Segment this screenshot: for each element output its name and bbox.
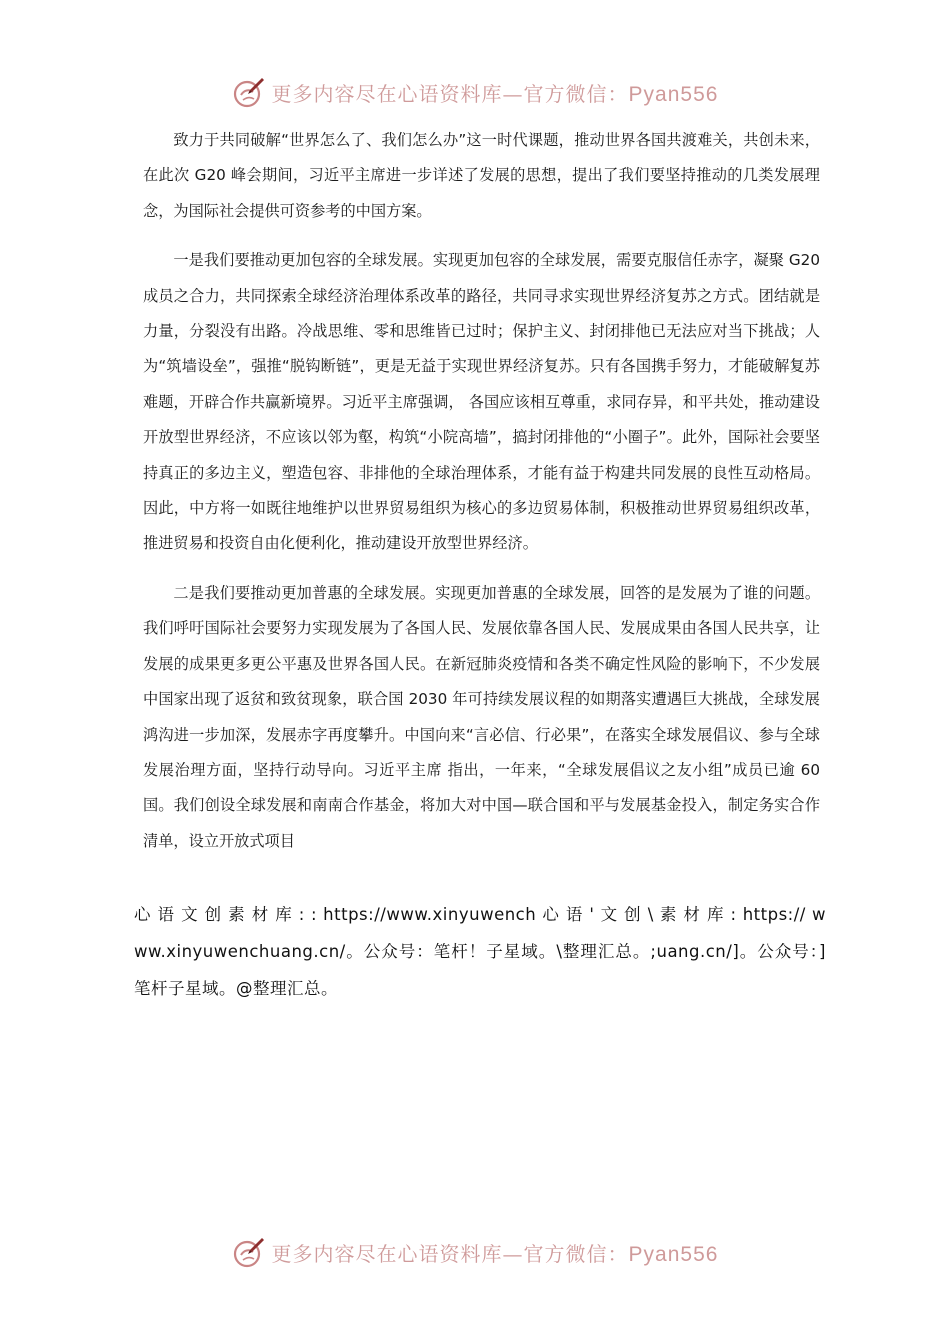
footer-banner-slogan: 更多内容尽在心语资料库—官方微信： (271, 1241, 629, 1266)
pen-seal-logo-icon (232, 1235, 266, 1269)
footer-banner (0, 1232, 950, 1272)
header-banner (0, 72, 950, 112)
footer-banner-text (272, 1238, 719, 1267)
paragraph-intro: 致力于共同破解“世界怎么了、我们怎么办”这一时代课题，推动世界各国共渡难关，共创未来，在此次 G20 峰会期间，习近平主席进一步详述了发展的思想，提出了我们要坚持推动的几类发展理念，为国际社会提供可资参考的中国方案。 (143, 131, 820, 220)
pen-seal-logo-icon (232, 75, 266, 109)
document-body (143, 123, 820, 873)
header-banner-slogan: 更多内容尽在心语资料库—官方微信： (271, 81, 629, 106)
paragraph-inclusive-development: 一是我们要推动更加包容的全球发展。实现更加包容的全球发展，需要克服信任赤字，凝聚 G20 成员之合力，共同探索全球经济治理体系改革的路径，共同寻求实现世界经济复苏之方式。团结就是力量，分裂没有出路。冷战思维、零和思维皆已过时；保护主义、封闭排他已无法应对当下挑战；人为“筑墙设垒”，强推“脱钩断链”，更是无益于实现世界经济复苏。只有各国携手努力，才能破解复苏难题，开辟合作共赢新境界。习近平主席强调， 各国应该相互尊重，求同存异，和平共处，推动建设开放型世界经济，不应该以邻为壑，构筑“小院高墙”，搞封闭排他的“小圈子”。此外，国际社会要坚持真正的多边主义，塑造包容、非排他的全球治理体系，才能有益于构建共同发展的良性互动格局。因此，中方将一如既往地维护以世界贸易组织为核心的多边贸易体制，积极推动世界贸易组织改革，推进贸易和投资自由化便利化，推动建设开放型世界经济。 (143, 251, 820, 553)
source-note: 心 语 文 创 素 材 库 : : https://www.xinyuwench 心 语 ' 文 创 \ 素 材 库 : https:// www.xinyuwenchuang.cn/。公众号：笔杆！子星域。\整理汇总。;uang.cn/]。公众号：]笔杆子星域。@整理汇总。 (134, 905, 826, 998)
footer-banner-wechat-id: Pyan556 (628, 1242, 719, 1266)
paragraph-inclusive-benefit: 二是我们要推动更加普惠的全球发展。实现更加普惠的全球发展，回答的是发展为了谁的问题。我们呼吁国际社会要努力实现发展为了各国人民、发展依靠各国人民、发展成果由各国人民共享，让发展的成果更多更公平惠及世界各国人民。在新冠肺炎疫情和各类不确定性风险的影响下，不少发展中国家出现了返贫和致贫现象，联合国 2030 年可持续发展议程的如期落实遭遇巨大挑战，全球发展鸿沟进一步加深，发展赤字再度攀升。中国向来“言必信、行必果”，在落实全球发展倡议、参与全球发展治理方面，坚持行动导向。习近平主席 指出，一年来，“全球发展倡议之友小组”成员已逾 60 国。我们创设全球发展和南南合作基金，将加大对中国—联合国和平与发展基金投入，制定务实合作清单，设立开放式项目 (143, 583, 820, 850)
header-banner-text (272, 78, 719, 107)
header-banner-wechat-id: Pyan556 (628, 82, 719, 106)
